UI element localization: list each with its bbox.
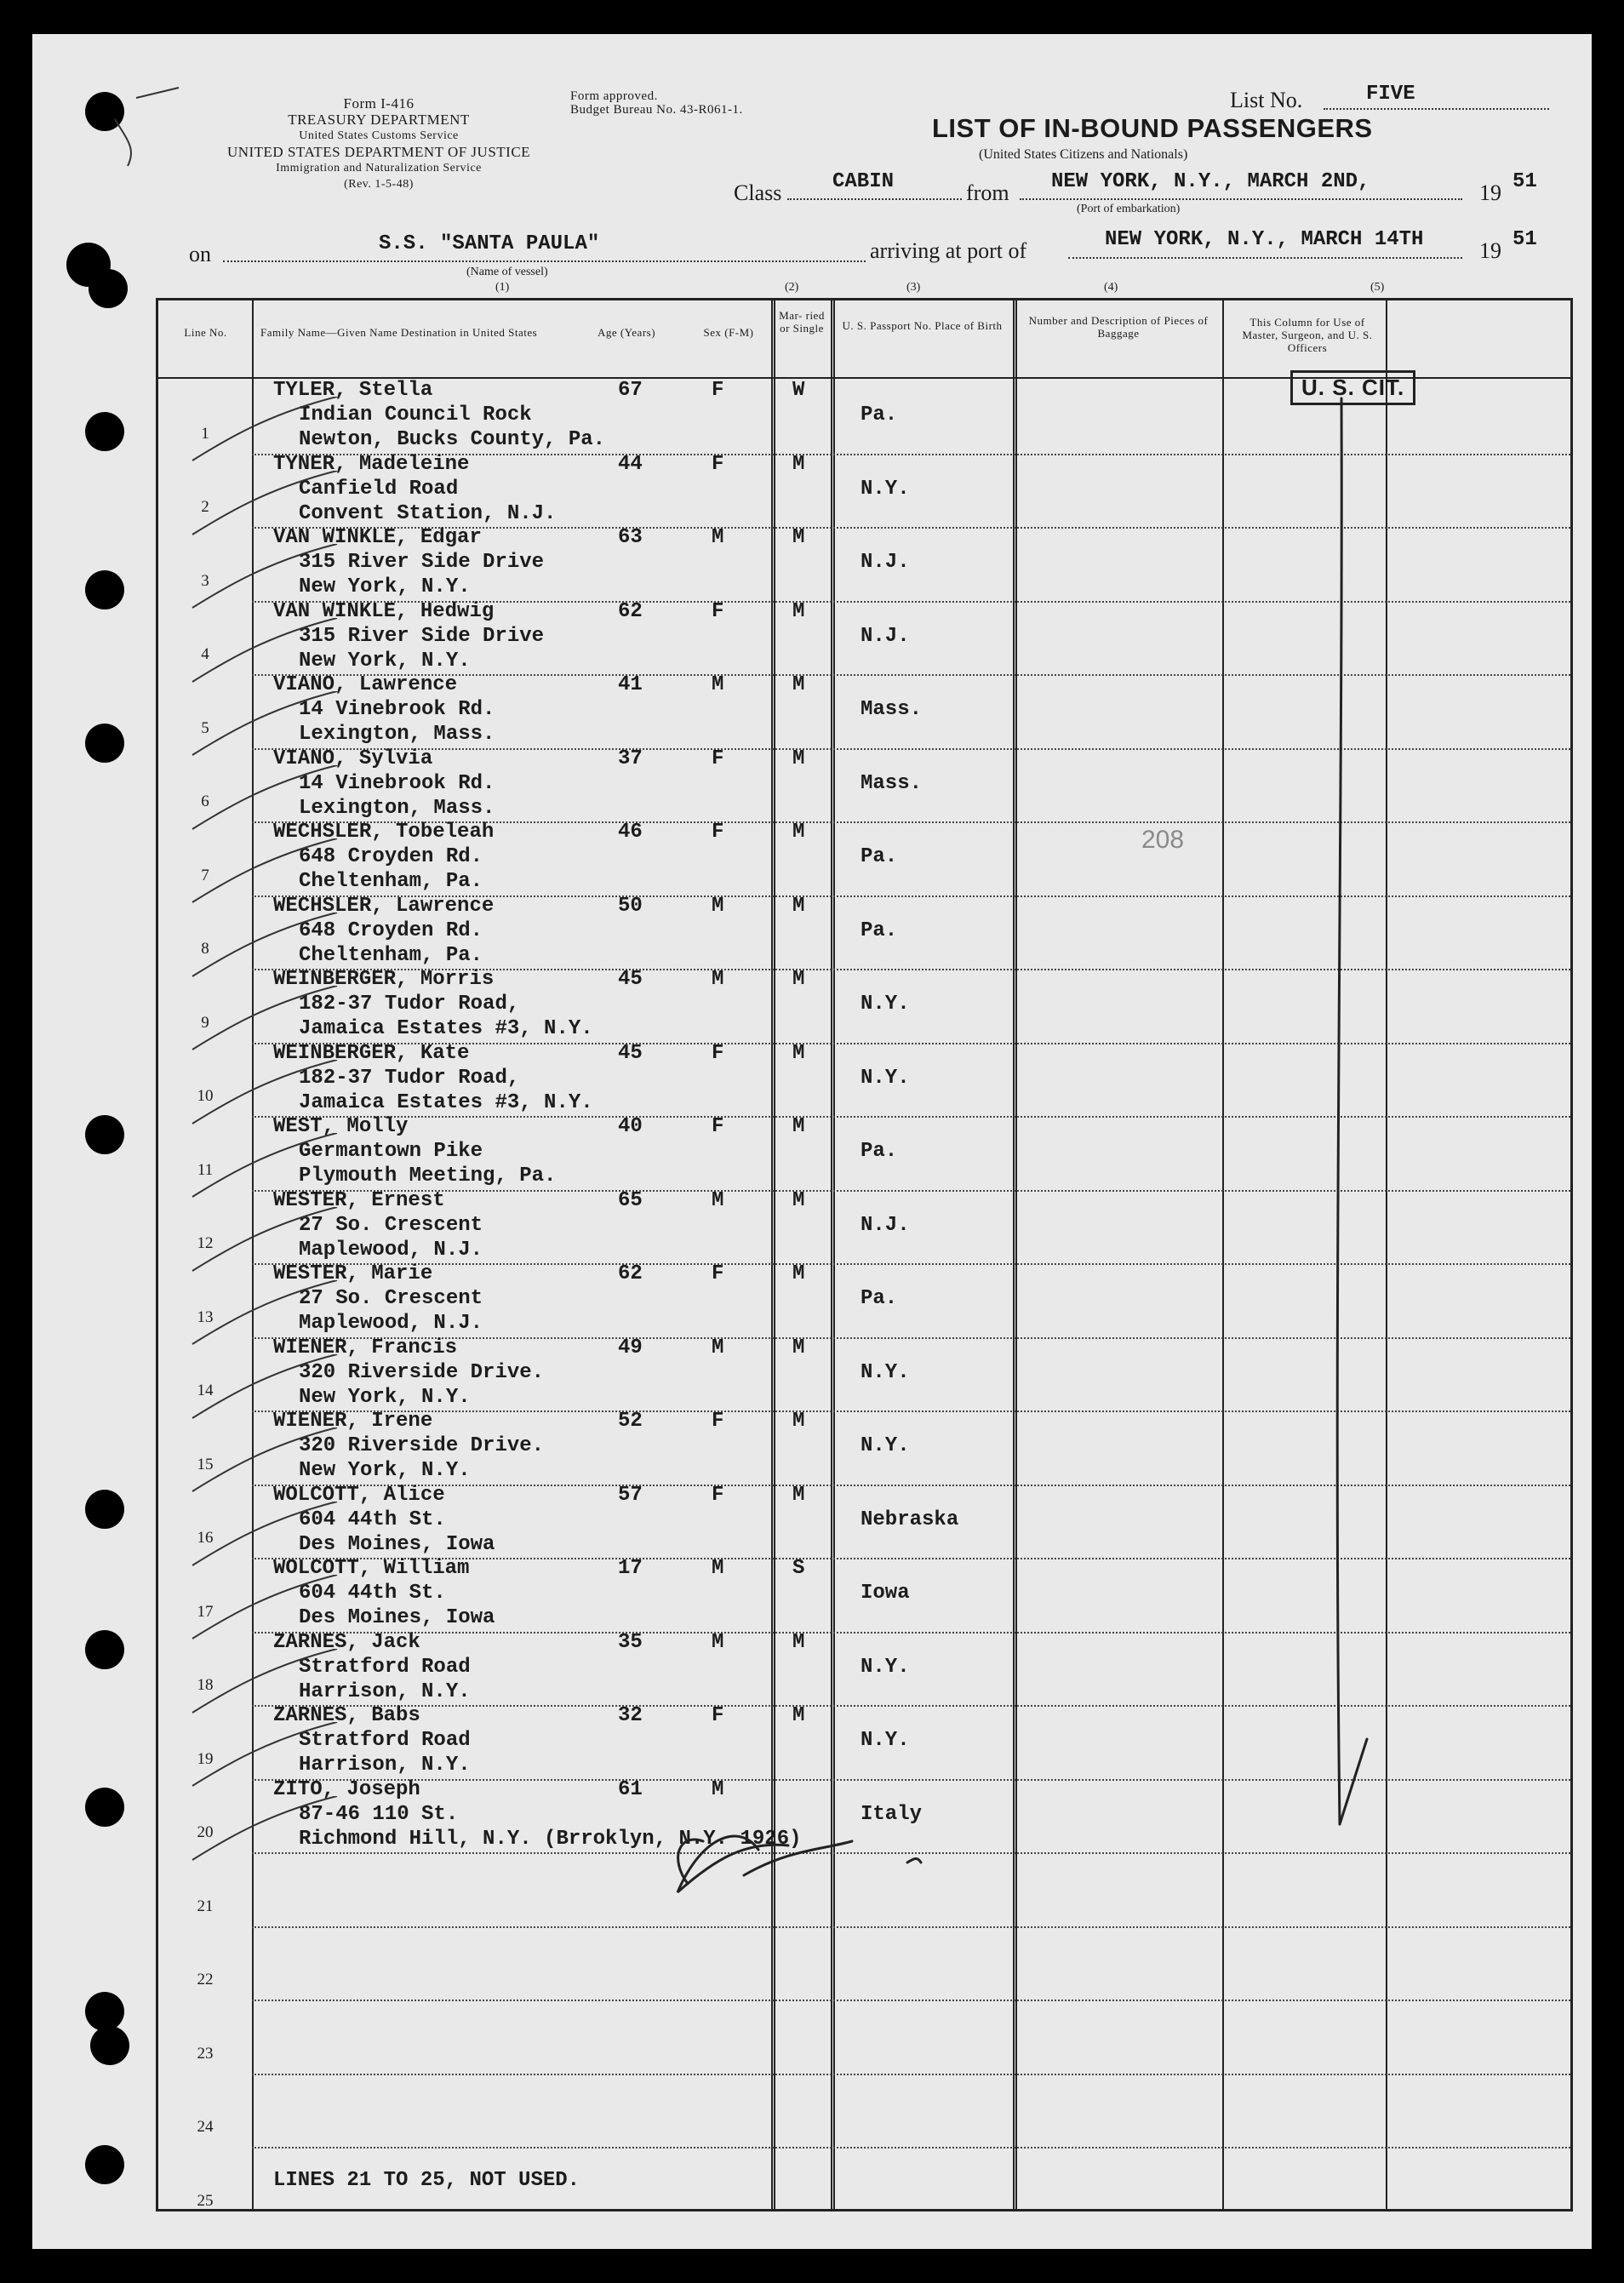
passenger-marital-status: M [792,1188,805,1212]
binder-hole [85,92,124,131]
dept-treasury: TREASURY DEPARTMENT [288,112,470,128]
arrive-year-value: 51 [1512,228,1537,251]
us-citizen-stamp: U. S. CIT. [1290,370,1415,405]
passenger-sex: F [712,1410,724,1433]
passenger-table [156,298,1573,2211]
passenger-sex: F [712,452,724,476]
passenger-sex: F [712,599,724,623]
year-value: 51 [1512,170,1537,193]
col-num-1: (1) [495,281,510,294]
passenger-name: WOLCOTT, Alice [273,1483,445,1507]
passenger-birthplace: N.J. [861,551,910,574]
passenger-address-line2: Jamaica Estates #3, N.Y. [299,1090,593,1114]
line-number: 24 [197,2118,214,2136]
passenger-address-line1: 648 Croyden Rd. [299,845,483,868]
from-label: from [966,180,1009,205]
passenger-address-line2: Richmond Hill, N.Y. (Brroklyn, N.Y. 1926) [299,1827,802,1851]
col-married: Mar- ried or Single [779,309,825,335]
passenger-sex: M [712,894,724,918]
form-revision: (Rev. 1-5-48) [344,178,414,191]
passenger-address-line2: Maplewood, N.J. [299,1312,483,1335]
passenger-marital-status: M [792,599,805,623]
passenger-age: 57 [618,1483,643,1507]
budget-bureau: Budget Bureau No. 43-R061-1. [570,103,743,117]
passenger-age: 35 [618,1630,643,1654]
passenger-name: VIANO, Sylvia [273,747,433,770]
passenger-marital-status: S [792,1557,805,1580]
passenger-address-line1: 604 44th St. [299,1582,446,1605]
line-number: 22 [197,1971,214,1988]
arriving-label: arriving at port of [870,238,1027,263]
passenger-age: 65 [618,1188,643,1212]
form-number: Form I-416 [343,95,415,112]
passenger-marital-status: M [792,1483,805,1507]
line-number: 23 [197,2044,214,2063]
passenger-age: 63 [618,526,643,549]
line-number: 7 [201,866,209,884]
passenger-age: 41 [618,673,643,696]
col-num-4: (4) [1104,281,1118,294]
passenger-name: WIENER, Irene [273,1410,433,1433]
binder-hole [85,1992,124,2031]
passenger-sex: F [712,1041,724,1065]
passenger-age: 49 [618,1336,643,1359]
passenger-sex: F [712,1704,724,1727]
passenger-address-line1: 604 44th St. [299,1508,446,1531]
line-number: 8 [201,940,209,958]
passenger-marital-status: M [792,821,805,844]
passenger-age: 37 [618,747,643,770]
passenger-marital-status: M [792,1041,805,1065]
passenger-address-line2: Lexington, Mass. [299,796,495,820]
passenger-birthplace: Pa. [861,1287,898,1310]
passenger-marital-status: M [792,1262,805,1285]
passenger-birthplace: Iowa [861,1582,910,1605]
passenger-address-line2: New York, N.Y. [299,649,471,672]
col-passport: U. S. Passport No. Place of Birth [842,319,1003,332]
form-approval [570,89,743,117]
passenger-sex: F [712,1262,724,1285]
passenger-marital-status: M [792,1410,805,1433]
line-number: 20 [197,1823,214,1841]
binder-hole [89,269,128,308]
line-number: 18 [197,1676,214,1694]
passenger-address-line2: Cheltenham, Pa. [299,943,483,967]
passenger-birthplace: Pa. [861,845,898,868]
passenger-sex: F [712,1115,724,1138]
passenger-address-line2: Maplewood, N.J. [299,1238,483,1262]
binder-hole [85,1115,124,1154]
passenger-name: VAN WINKLE, Hedwig [273,599,495,623]
passenger-sex: M [712,1336,724,1359]
class-label: Class [734,180,782,205]
passenger-sex: M [712,1630,724,1654]
passenger-address-line1: 320 Riverside Drive. [299,1360,545,1384]
passenger-birthplace: Pa. [861,403,898,426]
passenger-marital-status: M [792,894,805,918]
passenger-name: WEST, Molly [273,1115,409,1138]
passenger-marital-status: M [792,1704,805,1727]
line-number: 16 [197,1529,214,1547]
passenger-sex: M [712,673,724,696]
passenger-sex: F [712,747,724,770]
line-number: 14 [197,1382,214,1399]
col-num-5: (5) [1370,281,1385,294]
binder-hole [85,2145,124,2184]
year-prefix: 19 [1479,180,1501,205]
passenger-address-line1: 182-37 Tudor Road, [299,993,520,1016]
passenger-address-line1: 320 Riverside Drive. [299,1434,545,1457]
passenger-name: ZARNES, Jack [273,1630,420,1654]
passenger-sex: M [712,1777,724,1801]
passenger-name: WESTER, Marie [273,1262,433,1285]
binder-hole [90,2026,129,2065]
passenger-sex: M [712,526,724,549]
page-title: LIST OF IN-BOUND PASSENGERS [932,113,1373,143]
passenger-birthplace: N.Y. [861,1434,910,1457]
line-number: 6 [201,792,209,810]
passenger-address-line1: 87-46 110 St. [299,1802,459,1826]
passenger-birthplace: Pa. [861,918,898,942]
list-no-value: FIVE [1366,83,1415,106]
passenger-birthplace: N.Y. [861,1729,910,1752]
passenger-sex: M [712,1557,724,1580]
passenger-address-line2: New York, N.Y. [299,575,471,598]
passenger-age: 62 [618,599,643,623]
passenger-name: VAN WINKLE, Edgar [273,526,482,549]
col-baggage: Number and Description of Pieces of Baggage [1028,314,1209,340]
passenger-age: 62 [618,1262,643,1285]
col-num-2: (2) [785,281,799,294]
passenger-age: 45 [618,1041,643,1065]
passenger-age: 40 [618,1115,643,1138]
passenger-birthplace: N.Y. [861,993,910,1016]
passenger-marital-status: M [792,747,805,770]
line-number: 25 [197,2191,214,2210]
passenger-address-line1: Stratford Road [299,1729,471,1752]
passenger-name: VIANO, Lawrence [273,673,458,696]
from-value: NEW YORK, N.Y., MARCH 2ND, [1051,170,1370,193]
passenger-sex: M [712,968,724,991]
passenger-age: 32 [618,1704,643,1727]
check-line [1337,398,1341,1824]
arrive-year-prefix: 19 [1479,238,1501,263]
passenger-name: TYLER, Stella [273,379,433,402]
passenger-sex: F [712,1483,724,1507]
passenger-birthplace: Nebraska [861,1508,959,1531]
passenger-address-line2: Harrison, N.Y. [299,1679,471,1703]
passenger-address-line1: 648 Croyden Rd. [299,918,483,942]
dept-justice: UNITED STATES DEPARTMENT OF JUSTICE [226,144,531,160]
line-number: 10 [197,1087,214,1105]
port-embark-caption: (Port of embarkation) [1077,203,1181,215]
passenger-name: WIENER, Francis [273,1336,458,1359]
arriving-value: NEW YORK, N.Y., MARCH 14TH [1105,228,1424,251]
passenger-address-line2: Harrison, N.Y. [299,1754,471,1777]
line-number: 13 [197,1307,214,1326]
passenger-age: 44 [618,452,643,476]
passenger-address-line2: Convent Station, N.J. [299,501,557,525]
line-number: 2 [201,498,209,516]
binder-hole [85,412,124,451]
col-sex: Sex (F-M) [703,326,754,339]
passenger-marital-status: M [792,1630,805,1654]
handwritten-marks [158,300,1575,2214]
line-number: 21 [197,1897,214,1915]
col-line-no: Line No. [184,326,227,339]
passenger-marital-status: M [792,1115,805,1138]
binder-hole [85,1630,124,1669]
col-officers: This Column for Use of Master, Surgeon, and U. S. Officers [1242,316,1373,354]
passenger-address-line2: Jamaica Estates #3, N.Y. [299,1017,593,1040]
col-num-3: (3) [906,281,921,294]
passenger-name: TYNER, Madeleine [273,452,470,476]
passenger-marital-status: M [792,526,805,549]
passenger-address-line2: New York, N.Y. [299,1459,471,1482]
passenger-name: WECHSLER, Tobeleah [273,821,495,844]
passenger-age: 45 [618,968,643,991]
passenger-address-line2: Cheltenham, Pa. [299,870,483,893]
passenger-address-line1: 14 Vinebrook Rd. [299,698,495,721]
line-number: 1 [201,424,209,443]
on-label: on [189,242,211,266]
passenger-name: ZITO, Joseph [273,1777,420,1801]
passenger-birthplace: N.Y. [861,477,910,501]
list-no-label: List No. [1230,88,1303,112]
passenger-age: 61 [618,1777,643,1801]
passenger-sex: F [712,821,724,844]
class-value: CABIN [832,170,895,193]
line-number: 12 [197,1234,214,1252]
passenger-birthplace: N.J. [861,1213,910,1237]
passenger-name: ZARNES, Babs [273,1704,420,1727]
dept-treasury-sub: United States Customs Service [299,129,459,142]
vessel-caption: (Name of vessel) [466,266,548,278]
binder-hole [85,1490,124,1529]
footer-note: LINES 21 TO 25, NOT USED. [273,2169,580,2192]
binder-hole [85,724,124,763]
passenger-name: WEINBERGER, Kate [273,1041,470,1065]
passenger-age: 67 [618,379,643,402]
passenger-address-line2: Lexington, Mass. [299,723,495,746]
vessel-name: S.S. "SANTA PAULA" [379,232,600,255]
passenger-address-line2: Newton, Bucks County, Pa. [299,428,606,451]
passenger-birthplace: N.Y. [861,1360,910,1384]
passenger-address-line1: 182-37 Tudor Road, [299,1066,520,1090]
line-number: 3 [201,571,209,590]
passenger-birthplace: Mass. [861,698,923,721]
page-subtitle: (United States Citizens and Nationals) [979,147,1188,162]
passenger-address-line1: 14 Vinebrook Rd. [299,771,495,795]
passenger-address-line1: Indian Council Rock [299,403,532,426]
passenger-name: WEINBERGER, Morris [273,968,495,991]
passenger-marital-status: M [792,968,805,991]
line-number: 4 [201,645,209,663]
form-header-left [183,95,575,192]
passenger-marital-status: M [792,1336,805,1359]
passenger-address-line1: Germantown Pike [299,1140,483,1163]
passenger-age: 52 [618,1410,643,1433]
line-number: 17 [197,1602,214,1621]
line-number: 11 [197,1160,214,1179]
passenger-marital-status: M [792,673,805,696]
form-approved: Form approved. [570,89,658,103]
passenger-address-line2: Des Moines, Iowa [299,1606,495,1629]
passenger-name: WESTER, Ernest [273,1188,445,1212]
col-name: Family Name—Given Name Destination in United States [260,326,538,339]
passenger-birthplace: Mass. [861,771,923,795]
passenger-birthplace: N.Y. [861,1655,910,1679]
line-number: 19 [197,1749,214,1768]
passenger-address-line1: 27 So. Crescent [299,1287,483,1310]
binder-hole [85,1788,124,1827]
passenger-name: WECHSLER, Lawrence [273,894,495,918]
passenger-name: WOLCOTT, William [273,1557,470,1580]
passenger-address-line1: 27 So. Crescent [299,1213,483,1237]
passenger-address-line1: Canfield Road [299,477,459,501]
passenger-birthplace: N.Y. [861,1066,910,1090]
passenger-address-line1: 315 River Side Drive [299,551,545,574]
passenger-address-line2: Plymouth Meeting, Pa. [299,1164,557,1187]
passenger-address-line1: Stratford Road [299,1655,471,1679]
passenger-age: 46 [618,821,643,844]
passenger-birthplace: Italy [861,1802,923,1826]
passenger-marital-status: M [792,452,805,476]
binder-hole [85,570,124,609]
dept-justice-sub: Immigration and Naturalization Service [276,162,482,175]
passenger-address-line1: 315 River Side Drive [299,624,545,648]
line-number: 5 [201,718,209,737]
col-age: Age (Years) [597,326,656,339]
passenger-age: 17 [618,1557,643,1580]
passenger-address-line2: Des Moines, Iowa [299,1532,495,1556]
passenger-marital-status: W [792,379,805,402]
passenger-birthplace: Pa. [861,1140,898,1163]
passenger-birthplace: N.J. [861,624,910,648]
passenger-address-line2: New York, N.Y. [299,1385,471,1409]
baggage-note: 208 [1141,826,1185,854]
passenger-sex: M [712,1188,724,1212]
line-number: 15 [197,1455,214,1473]
line-number: 9 [201,1013,209,1032]
passenger-age: 50 [618,894,643,918]
passenger-sex: F [712,379,724,402]
